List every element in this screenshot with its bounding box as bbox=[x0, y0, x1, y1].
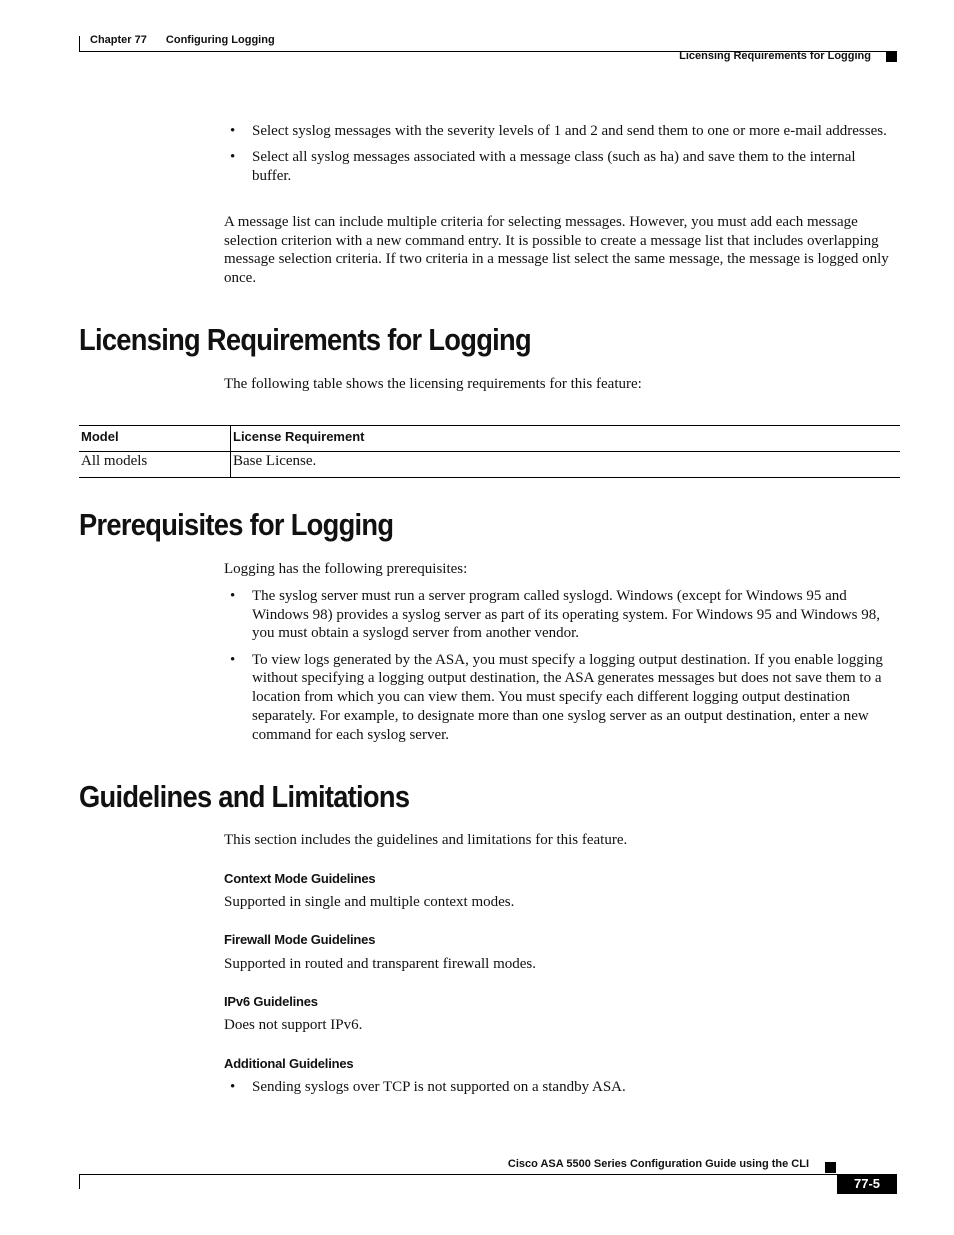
intro-bullets bbox=[224, 122, 898, 193]
header-vertical-rule bbox=[79, 36, 80, 52]
section-heading-guidelines: Guidelines and Limitations bbox=[79, 779, 410, 814]
firewall-mode-text: Supported in routed and transparent firewall modes. bbox=[224, 956, 536, 972]
header-marker bbox=[886, 51, 897, 62]
subheading-additional: Additional Guidelines bbox=[224, 1056, 354, 1071]
list-item: • Select all syslog messages associated with a message class (such as ha) and save them to the internal buffer. bbox=[230, 149, 856, 184]
chapter-number: Chapter 77 bbox=[90, 34, 147, 46]
subheading-ipv6: IPv6 Guidelines bbox=[224, 994, 318, 1009]
footer-rule bbox=[79, 1174, 897, 1175]
list-item: • The syslog server must run a server program called syslogd. Windows (except for Windows 95 and Windows 98) provides a syslog server as part of its operating system. For Windows 95 and Windows 98, you must obtain a syslogd server from another vendor. bbox=[230, 588, 880, 642]
page-number: 77-5 bbox=[837, 1174, 897, 1194]
running-header-left bbox=[90, 34, 275, 46]
footer-guide-title: Cisco ASA 5500 Series Configuration Guide using the CLI bbox=[507, 1158, 809, 1170]
list-item: • Sending syslogs over TCP is not supported on a standby ASA. bbox=[230, 1079, 626, 1095]
subheading-context-mode: Context Mode Guidelines bbox=[224, 871, 376, 886]
table-header-license: License Requirement bbox=[233, 429, 365, 444]
running-header-section: Licensing Requirements for Logging bbox=[679, 50, 871, 62]
chapter-title: Configuring Logging bbox=[165, 34, 275, 46]
table-cell-license: Base License. bbox=[233, 453, 317, 469]
section-heading-licensing: Licensing Requirements for Logging bbox=[79, 322, 531, 357]
intro-paragraph: A message list can include multiple criteria for selecting messages. However, you must add each message selection criterion with a new command entry. It is possible to create a message list that includes overlapping message selection criteria. If two criteria in a message list select the same message, the message is logged only once. bbox=[224, 214, 889, 287]
guidelines-lead: This section includes the guidelines and limitations for this feature. bbox=[224, 832, 628, 848]
footer-marker bbox=[825, 1162, 836, 1173]
ipv6-text: Does not support IPv6. bbox=[224, 1017, 363, 1033]
prerequisites-bullets bbox=[224, 587, 898, 752]
licensing-lead: The following table shows the licensing requirements for this feature: bbox=[224, 376, 642, 392]
context-mode-text: Supported in single and multiple context modes. bbox=[224, 894, 515, 910]
list-item: • Select syslog messages with the severity levels of 1 and 2 and send them to one or more e-mail addresses. bbox=[230, 123, 887, 139]
subheading-firewall-mode: Firewall Mode Guidelines bbox=[224, 932, 376, 947]
table-header-rule bbox=[79, 451, 900, 452]
table-header-model: Model bbox=[81, 429, 119, 444]
table-top-rule bbox=[79, 425, 900, 426]
table-bottom-rule bbox=[79, 477, 900, 478]
table-column-divider bbox=[230, 425, 231, 478]
list-item: • To view logs generated by the ASA, you must specify a logging output destination. If you enable logging without specifying a logging output destination, the ASA generates messages but does not save them to a location from which you can view them. You must specify each different logging output destination separately. For example, to designate more than one syslog server as an output destination, enter a new command for each syslog server. bbox=[230, 651, 883, 743]
prerequisites-lead: Logging has the following prerequisites: bbox=[224, 561, 468, 577]
table-cell-model: All models bbox=[81, 453, 148, 469]
footer-vertical-rule bbox=[79, 1175, 80, 1189]
additional-bullets bbox=[224, 1078, 898, 1104]
section-heading-prerequisites: Prerequisites for Logging bbox=[79, 507, 394, 542]
